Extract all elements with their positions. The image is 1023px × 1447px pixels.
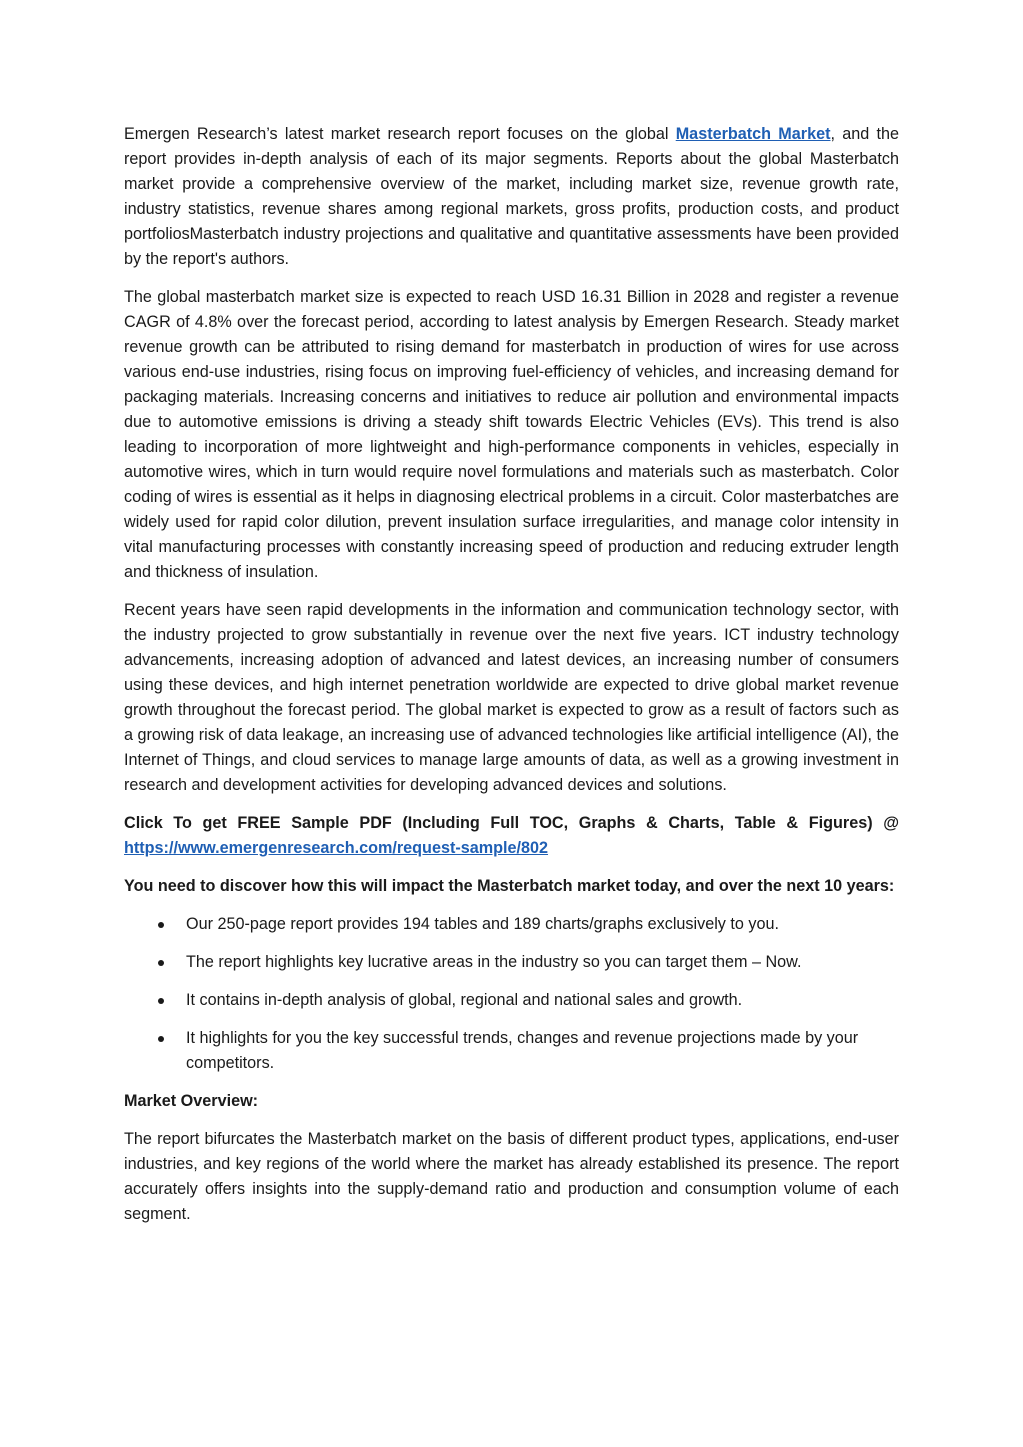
bullet-icon — [158, 922, 164, 928]
sample-cta — [124, 811, 899, 861]
list-item — [124, 950, 899, 975]
intro-paragraph — [124, 122, 899, 272]
bullet-icon — [158, 960, 164, 966]
list-item-text: It highlights for you the key successful trends, changes and revenue projections made by your competitors. — [186, 1029, 859, 1072]
intro-text-after-link: , and the report provides in-depth analysis of each of its major segments. Reports about the global Masterbatch market provide a comprehensive overview of the market, including market size, revenue growth rate, industry statistics, revenue shares among regional markets, gross profits, production costs, and product portfoliosMasterbatch industry projections and qualitative and quantitative assessments have been provided by the report's authors. — [124, 125, 899, 268]
market-overview-heading: Market Overview: — [124, 1092, 259, 1110]
list-item — [124, 912, 899, 937]
bullet-icon — [158, 998, 164, 1004]
market-size-paragraph: The global masterbatch market size is expected to reach USD 16.31 Billion in 2028 and register a revenue CAGR of 4.8% over the forecast period, according to latest analysis by Emergen Research. Steady market revenue growth can be attributed to rising demand for masterbatch in production of wires for use across various end-use industries, rising focus on improving fuel-efficiency of vehicles, and increasing demand for packaging materials. Increasing concerns and initiatives to reduce air pollution and environmental impacts due to automotive emissions is driving a steady shift towards Electric Vehicles (EVs). This trend is also leading to incorporation of more lightweight and high-performance components in vehicles, especially in automotive wires, which in turn would require novel formulations and materials such as masterbatch. Color coding of wires is essential as it helps in diagnosing electrical problems in a circuit. Color masterbatches are widely used for rapid color dilution, prevent insulation surface irregularities, and manage color intensity in vital manufacturing processes with constantly increasing speed of production and reducing extruder length and thickness of insulation. — [124, 288, 899, 581]
list-item-text: Our 250-page report provides 194 tables and 189 charts/graphs exclusively to you. — [186, 915, 779, 933]
document-body — [124, 122, 899, 1240]
list-item — [124, 1026, 899, 1076]
ict-paragraph: Recent years have seen rapid developments in the information and communication technology sector, with the industry projected to grow substantially in revenue over the next five years. ICT industry technology advancements, increasing adoption of advanced and latest devices, an increasing number of consumers using these devices, and high internet penetration worldwide are expected to drive global market revenue growth throughout the forecast period. The global market is expected to grow as a result of factors such as a growing risk of data leakage, an increasing use of advanced technologies like artificial intelligence (AI), the Internet of Things, and cloud services to manage large amounts of data, as well as a growing investment in research and development activities for developing advanced devices and solutions. — [124, 601, 899, 794]
request-sample-link[interactable]: https://www.emergenresearch.com/request-sample/802 — [124, 839, 549, 857]
bullet-icon — [158, 1036, 164, 1042]
list-item-text: It contains in-depth analysis of global, regional and national sales and growth. — [186, 991, 743, 1009]
market-overview-paragraph: The report bifurcates the Masterbatch market on the basis of different product types, applications, end-user industries, and key regions of the world where the market has already established its presence. The report accurately offers insights into the supply-demand ratio and production and consumption volume of each segment. — [124, 1130, 899, 1223]
list-item — [124, 988, 899, 1013]
masterbatch-market-link[interactable]: Masterbatch Market — [675, 125, 831, 143]
list-item-text: The report highlights key lucrative areas in the industry so you can target them – Now. — [186, 953, 802, 971]
impact-heading: You need to discover how this will impact the Masterbatch market today, and over the next 10 years: — [124, 877, 895, 895]
intro-text-before-link: Emergen Research’s latest market research report focuses on the global — [124, 125, 676, 143]
sample-cta-text: Click To get FREE Sample PDF (Including Full TOC, Graphs & Charts, Table & Figures) @ — [124, 814, 899, 832]
benefits-list — [124, 912, 899, 1076]
